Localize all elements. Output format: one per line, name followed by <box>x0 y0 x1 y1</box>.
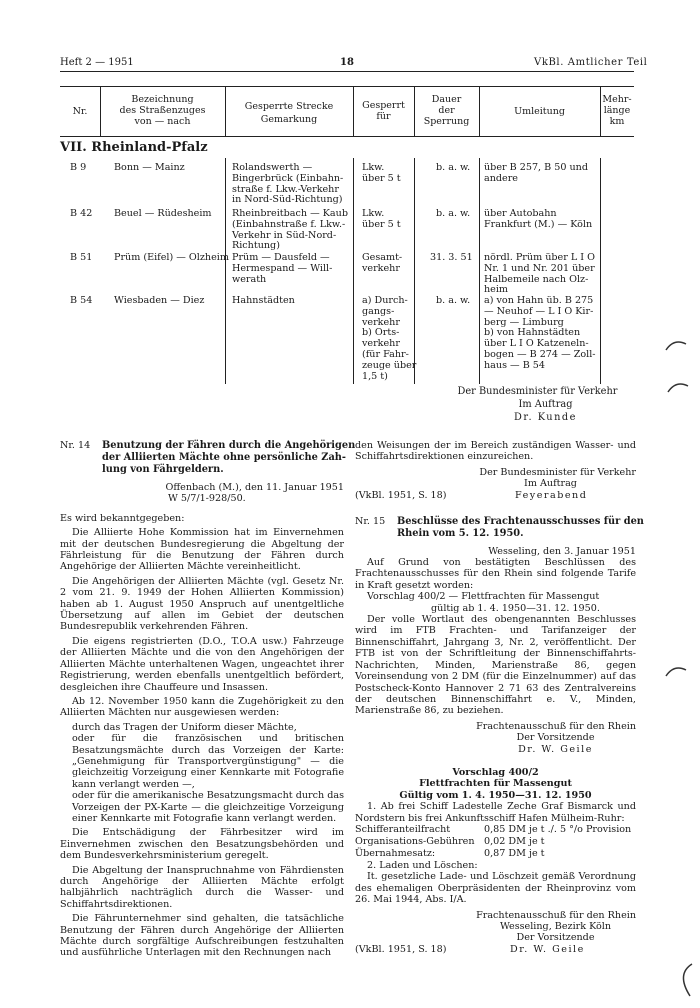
rate-label: Schifferanteilfracht <box>355 823 451 835</box>
paragraph: Die Abgeltung der Inanspruchnahme von Fährdiensten durch Angehörige der Alliierten Mächte erfolgt halbjährlich nachträglich durch die Wasser- und Schiffahrtsdirektionen. <box>60 864 344 910</box>
cell-umleitung: a) von Hahn üb. B 275 — Neuhof — L I O Kir- berg — Limburg b) von Hahnstädten über L I O Katzeneln- bogen — B 274 — Zoll- haus — B 54 <box>484 295 596 371</box>
rate-row <box>355 848 636 860</box>
paragraph: Die Alliierte Hohe Kommission hat im Einvernehmen mit der deutschen Bundesregierung die Abgeltung der Fährleistung für die Benutzung der Fähren durch Angehörige der Alliierten Mächte vereinheitlicht. <box>60 527 344 573</box>
paragraph: Ab 12. November 1950 kann die Zugehörigkeit zu den Alliierten Mächten nur ausgewiesen werden: <box>60 695 344 719</box>
paragraph: Vorschlag 400/2 — Flettfrachten für Massengut <box>367 591 600 603</box>
cell-dauer: b. a. w. <box>436 208 471 219</box>
th-mehrlaenge: Mehr- länge km <box>602 94 632 127</box>
right-column <box>355 440 644 956</box>
cell-nr: B 54 <box>70 295 93 306</box>
cell-umleitung: über Autobahn Frankfurt (M.) — Köln <box>484 208 593 230</box>
signature-line: Frachtenausschuß für den Rhein <box>476 909 636 921</box>
cell-gesperrt: Lkw. über 5 t <box>362 162 401 184</box>
th-nr: Nr. <box>72 106 88 117</box>
cell-dauer: b. a. w. <box>436 295 471 306</box>
paragraph: Die Fährunternehmer sind gehalten, die tatsächliche Benutzung der Fähren durch Angehörige der Alliierten Mächte durch sorgfältige Aufschreibungen festzuhalten und ausführliche Unterlagen mit den Rechnungen nach <box>60 913 344 959</box>
paragraph: Der volle Wortlaut des obengenannten Beschlusses wird im FTB Frachten- und Tarifanzeiger der Binnenschiffahrt, Jahrgang 3, Nr. 2, veröffentlicht. Der FTB ist von der Schriftleitung der Binnenschiffahrts-Nachrichten, Minden, Marienstraße 86, gegen Voreinsendung von 2 DM (für die Einzelnummer) auf das Postscheck-Konto Hannover 2 71 63 des Zentralvereins der deutschen Binnenschiffahrt e. V., Minden, Marienstraße 86, zu beziehen. <box>355 614 636 717</box>
signature-line: Im Auftrag <box>524 478 577 490</box>
place-date: Wesseling, den 3. Januar 1951 <box>488 545 636 557</box>
signature-line: Der Bundesminister für Verkehr <box>457 386 618 397</box>
section-heading: VII. Rheinland-Pfalz <box>60 140 208 155</box>
paragraph: oder für die amerikanische Besatzungsmacht durch das Vorzeigen der PX-Karte — die gleichzeitige Vorzeigung einer Kennkarte mit Fotografie kann verlangt werden. <box>72 790 344 824</box>
notice-number: Nr. 14 <box>60 440 91 451</box>
cell-bez: Bonn — Mainz <box>114 162 185 173</box>
paragraph: gültig ab 1. 4. 1950—31. 12. 1950. <box>431 602 600 614</box>
th-bezeichnung: Bezeichnung des Straßenzuges von — nach <box>119 94 206 127</box>
rate-label: Organisations-Gebühren <box>355 835 475 847</box>
cell-strecke: Rheinbreitbach — Kaub (Einbahnstraße f. Lkw.- Verkehr in Süd-Nord- Richtung) <box>232 208 348 252</box>
signature-line: Frachtenausschuß für den Rhein <box>476 720 636 732</box>
paragraph: Die Angehörigen der Alliierten Mächte (vgl. Gesetz Nr. 2 vom 21. 9. 1949 der Hohen Alliierten Kommission) haben ab 1. August 1950 Anspruch auf unentgeltliche Übersetzung auf allen im Gebiet der deutschen Bundesrepublik verkehrenden Fähren. <box>60 575 344 633</box>
cell-nr: B 9 <box>70 162 87 173</box>
scan-mark-icon <box>662 960 698 1000</box>
rate-value: 0,02 DM je t <box>484 835 545 847</box>
cell-bez: Wiesbaden — Diez <box>114 295 205 306</box>
notice-nr14 <box>60 440 356 959</box>
scan-mark-icon <box>664 330 694 400</box>
signature-line: Der Vorsitzende <box>516 932 595 944</box>
paragraph: Es wird bekanntgegeben: <box>60 512 185 524</box>
signature-name: Dr. W. Geile <box>518 743 593 755</box>
th-gesperrt: Gesperrt für <box>362 100 405 122</box>
table-signature <box>440 385 635 424</box>
th-umleitung: Umleitung <box>514 106 565 117</box>
cell-umleitung: nördl. Prüm über L I O Nr. 1 und Nr. 201 über Halbemeile nach Olz- heim <box>484 252 595 296</box>
notice-number: Nr. 15 <box>355 515 386 527</box>
signature-line: Der Bundesminister für Verkehr <box>479 466 636 478</box>
cell-dauer: 31. 3. 51 <box>430 252 473 263</box>
paragraph: durch das Tragen der Uniform dieser Mächte, <box>72 721 297 733</box>
cell-umleitung: über B 257, B 50 und andere <box>484 162 588 184</box>
rate-value: 0,87 DM je t <box>484 847 545 859</box>
signature-name: Dr. Kunde <box>514 412 577 423</box>
rate-row <box>355 836 636 848</box>
table-top-rule <box>60 86 634 87</box>
cell-gesperrt: a) Durch- gangs- verkehr b) Orts- verkehr (für Fahr- zeuge über 1,5 t) <box>362 295 417 382</box>
signature-line: Im Auftrag <box>518 399 573 410</box>
rate-label: Übernahmesatz: <box>355 847 436 859</box>
paragraph: Die eigens registrierten (D.O., T.O.A usw.) Fahrzeuge der Alliierten Mächte und die von den Angehörigen der Alliierten Mächte unterhaltenen Wagen, ungeachtet ihrer Registrierung, werden ebenfalls unentgeltlich befördert, desgleichen ihre Chauffeure und Insassen. <box>60 635 344 693</box>
scan-mark-icon <box>664 660 694 680</box>
cell-gesperrt: Lkw. über 5 t <box>362 208 401 230</box>
notice-title: Benutzung der Fähren durch die Angehörigen der Alliierten Mächte ohne persönliche Zah- lung von Fährgeldern. <box>102 440 356 475</box>
cell-nr: B 51 <box>70 252 93 263</box>
source-citation: (VkBl. 1951, S. 18) <box>355 489 447 501</box>
signature-line: Wesseling, Bezirk Köln <box>499 921 612 932</box>
cell-gesperrt: Gesamt- verkehr <box>362 252 403 274</box>
cell-strecke: Rolandswerth — Bingerbrück (Einbahn- straße f. Lkw.-Verkehr in Nord-Süd-Richtung) <box>232 162 344 206</box>
continued-text: den Weisungen der im Bereich zuständigen Wasser- und Schiffahrtsdirektionen einzureichen. <box>355 440 636 463</box>
paragraph: It. gesetzliche Lade- und Löschzeit gemäß Verordnung des ehemaligen Oberpräsidenten der Rheinprovinz vom 26. Mai 1944, Abs. I/A. <box>355 871 636 906</box>
cell-bez: Beuel — Rüdesheim <box>114 208 212 219</box>
source-citation: (VkBl. 1951, S. 18) <box>355 943 447 955</box>
cell-strecke: Hahnstädten <box>232 295 295 306</box>
cell-strecke: Prüm — Dausfeld — Hermespand — Will- werath <box>232 252 333 285</box>
cell-nr: B 42 <box>70 208 93 219</box>
place-date: Offenbach (M.), den 11. Januar 1951 <box>165 482 344 493</box>
notice-title: Beschlüsse des Frachtenausschusses für den Rhein vom 5. 12. 1950. <box>397 515 644 539</box>
cell-dauer: b. a. w. <box>436 162 471 173</box>
proposal-title: Gültig vom 1. 4. 1950—31. 12. 1950 <box>399 789 592 801</box>
page-number: 18 <box>340 57 354 68</box>
header-rule <box>60 71 634 72</box>
rate-value: 0,85 DM je t ./. 5 °/o Provision <box>484 823 632 835</box>
signature-line: Der Vorsitzende <box>516 732 595 744</box>
header-issue: Heft 2 — 1951 <box>60 57 134 68</box>
header-section: VkBl. Amtlicher Teil <box>534 57 648 68</box>
reference: W 5/7/1-928/50. <box>168 493 246 505</box>
th-dauer: Dauer der Sperrung <box>423 94 470 127</box>
cell-bez: Prüm (Eifel) — Olzheim <box>114 252 229 263</box>
proposal-title: Flettfrachten für Massengut <box>419 778 572 790</box>
signature-name: Feyerabend <box>515 489 588 501</box>
paragraph: oder für die französischen und britischen Besatzungsmächte durch das Vorzeigen der Karte: „Genehmigung für Transportvergünstigung" — die gleichzeitig Vorzeigung einer Kennkarte mit Fotografie kann verlangt werden —, <box>72 733 344 790</box>
paragraph: Die Entschädigung der Fährbesitzer wird im Einvernehmen zwischen den Besatzungsbehörden und dem Bundesverkehrsministerium geregelt. <box>60 827 344 862</box>
th-strecke: Gesperrte Strecke Gemarkung <box>244 101 334 125</box>
paragraph: 1. Ab frei Schiff Ladestelle Zeche Graf Bismarck und Nordstern bis frei Ankunftsschiff Hafen Mülheim-Ruhr: <box>355 801 636 824</box>
paragraph: 2. Laden und Löschen: <box>367 859 478 871</box>
table-header-rule <box>60 136 634 137</box>
rate-row <box>355 824 636 836</box>
proposal-title: Vorschlag 400/2 <box>452 766 539 778</box>
paragraph: Auf Grund von bestätigten Beschlüssen des Frachtenausschusses für den Rhein sind folgende Tarife in Kraft gesetzt worden: <box>355 557 636 591</box>
signature-name: Dr. W. Geile <box>510 943 585 955</box>
